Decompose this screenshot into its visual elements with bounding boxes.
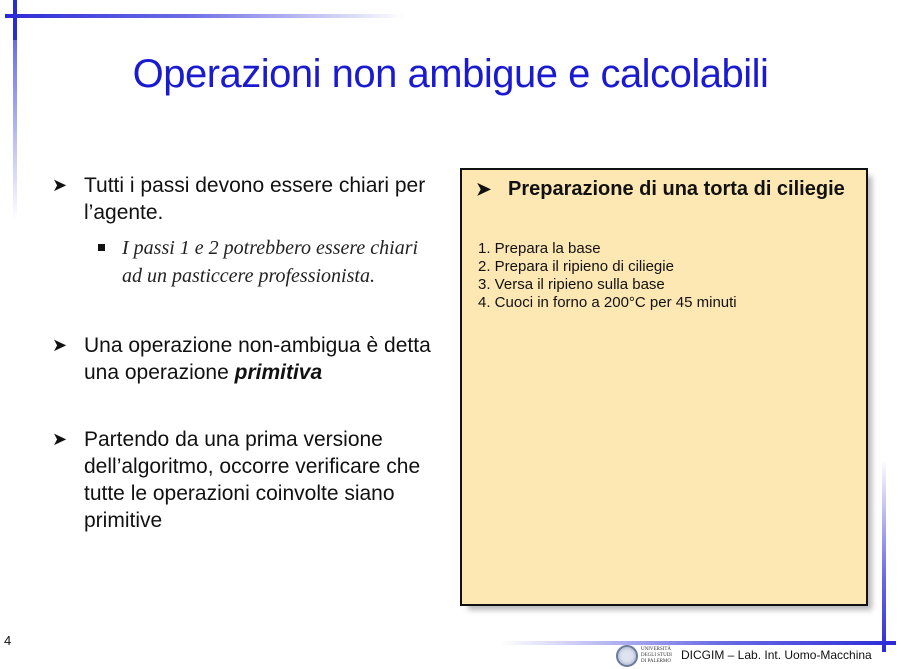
square-bullet-icon bbox=[98, 244, 105, 251]
bullet-text: Tutti i passi devono essere chiari per l’agente. bbox=[84, 174, 426, 224]
recipe-step: 4. Cuoci in forno a 200°C per 45 minuti bbox=[478, 294, 737, 311]
page-number: 4 bbox=[4, 633, 12, 648]
frame-bar-top-vertical bbox=[13, 0, 17, 40]
frame-bar-right bbox=[882, 460, 886, 652]
arrowhead-bullet-icon: ➤ bbox=[52, 335, 68, 355]
recipe-step: 2. Prepara il ripieno di ciliegie bbox=[478, 258, 674, 275]
arrowhead-bullet-icon: ➤ bbox=[476, 179, 492, 199]
emphasis-term: primitiva bbox=[234, 361, 323, 384]
bullet-item-2 bbox=[52, 332, 432, 386]
slide-title: Operazioni non ambigue e calcolabili bbox=[132, 52, 769, 96]
sub-bullet-text: I passi 1 e 2 potrebbero essere chiari ad un pasticcere professionista. bbox=[122, 237, 419, 287]
arrowhead-bullet-icon: ➤ bbox=[52, 175, 68, 195]
frame-bar-top-horizontal bbox=[5, 14, 405, 18]
recipe-title: Preparazione di una torta di ciliegie bbox=[508, 178, 845, 200]
recipe-step: 1. Prepara la base bbox=[478, 240, 601, 257]
frame-bar-bottom bbox=[500, 641, 896, 645]
sub-bullet-item bbox=[52, 234, 432, 290]
bullet-item-3 bbox=[52, 426, 432, 534]
footer-label: DICGIM – Lab. Int. Uomo-Macchina bbox=[681, 648, 872, 662]
university-logo-icon bbox=[616, 645, 638, 667]
bullet-item-1 bbox=[52, 172, 432, 226]
arrowhead-bullet-icon: ➤ bbox=[52, 429, 68, 449]
recipe-steps bbox=[478, 240, 737, 312]
recipe-step: 3. Versa il ripieno sulla base bbox=[478, 276, 665, 293]
bullet-text: Una operazione non-ambigua è detta una operazione bbox=[84, 334, 431, 384]
bullet-list bbox=[52, 172, 432, 534]
university-logo-text: UNIVERSITÀ DEGLI STUDI DI PALERMO bbox=[641, 647, 672, 664]
recipe-card bbox=[460, 168, 868, 606]
bullet-text: Partendo da una prima versione dell’algoritmo, occorre verificare che tutte le operazioni coinvolte siano primitive bbox=[84, 428, 421, 532]
recipe-card-heading bbox=[476, 176, 888, 203]
